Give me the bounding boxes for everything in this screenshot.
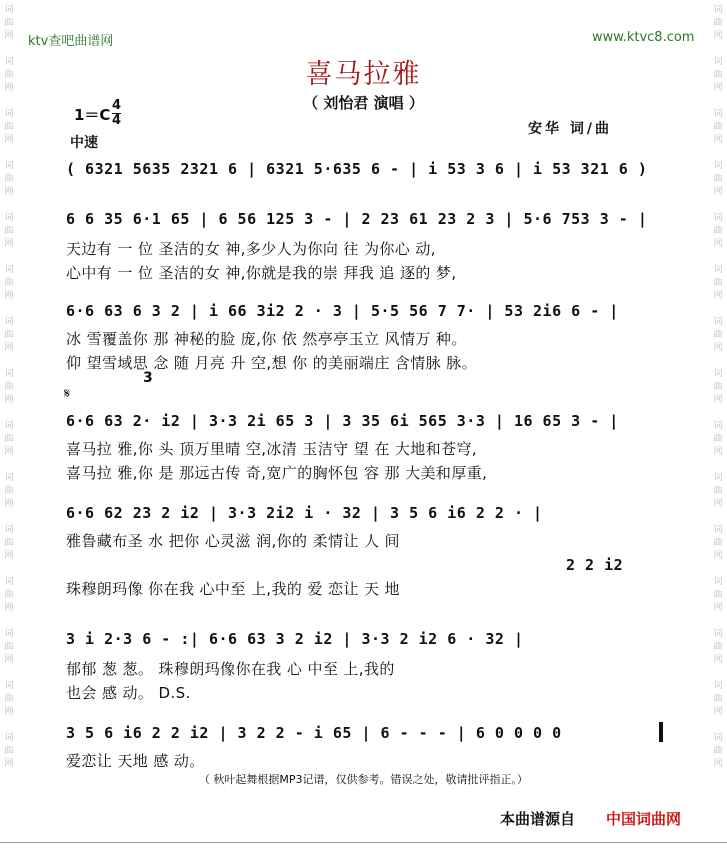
time-signature: [112, 100, 121, 127]
site-watermark-right: www.ktvc8.com: [592, 30, 695, 45]
notation-row-3: 6·6 63 2· i2 | 3·3 2i 65 3 | 3 35 6i 565 3·3 | 16 65 3 - |: [66, 412, 619, 430]
lyric-row-2-verse1: 冰 雪覆盖你 那 神秘的脸 庞,你 依 然亭亭玉立 风情万 种。: [66, 330, 467, 348]
source-label: 本曲谱源自: [500, 810, 576, 828]
singer-line: （ 刘怡君 演唱 ）: [303, 94, 424, 112]
lyric-row-5-verse2: 也会 感 动。 D.S.: [66, 684, 191, 702]
time-signature-bottom: 4: [112, 113, 122, 128]
footer-note: （ 秋叶起舞根据MP3记谱，仅供参考。错误之处，敬请批评指正。）: [198, 773, 529, 786]
lyric-row-6: 爱恋让 天地 感 动。: [66, 752, 205, 770]
grace-note: 3: [143, 370, 153, 386]
segno-sign: 𝄋: [64, 386, 71, 402]
credit-line: 安华 词/曲: [528, 121, 612, 137]
lyric-row-3-verse2: 喜马拉 雅,你 是 那远古传 奇,宽广的胸怀包 容 那 大美和厚重,: [66, 464, 488, 482]
side-watermark-right: 词 曲 网 词 曲 网 词 曲 网 词 曲 网 词 曲 网 词 曲 网 词 曲 网 词 曲 网 词 曲 网 词 曲 网 词 曲 网 词 曲 网 词 曲 网 词 曲 网 词 曲 网: [713, 5, 723, 769]
lyric-row-4-verse1: 雅鲁藏布圣 水 把你 心灵滋 润,你的 柔情让 人 间: [66, 532, 400, 550]
notation-row-2: 6·6 63 6 3 2 | i 66 3i2 2 · 3 | 5·5 56 7 7· | 53 2i6 6 - |: [66, 302, 619, 320]
tempo-marking: 中速: [70, 135, 98, 151]
final-barline: [659, 722, 663, 742]
notation-row-5: 3 i 2·3 6 - :| 6·6 63 3 2 i2 | 3·3 2 i2 6 · 32 |: [66, 630, 524, 648]
notation-row-1: 6 6 35 6·1 65 | 6 56 125 3 - | 2 23 61 23 2 3 | 5·6 753 3 - |: [66, 210, 648, 228]
lyric-row-3-verse1: 喜马拉 雅,你 头 顶万里晴 空,冰清 玉洁守 望 在 大地和苍穹,: [66, 440, 478, 458]
side-watermark-left: 词 曲 网 词 曲 网 词 曲 网 词 曲 网 词 曲 网 词 曲 网 词 曲 网 词 曲 网 词 曲 网 词 曲 网 词 曲 网 词 曲 网 词 曲 网 词 曲 网 词 曲 网: [4, 5, 14, 769]
song-title: 喜马拉雅: [305, 59, 422, 90]
time-signature-top: 4: [112, 98, 122, 113]
notation-row-4-alt: 2 2 i2: [566, 556, 624, 574]
key-signature: 1＝C: [74, 106, 111, 124]
lyric-row-1-verse2: 心中有 一 位 圣洁的女 神,你就是我的崇 拜我 追 逐的 梦,: [66, 264, 457, 282]
notation-row-6: 3 5 6 i6 2 2 i2 | 3 2 2 - i 65 | 6 - - - | 6 0 0 0 0: [66, 724, 562, 742]
notation-row-4: 6·6 62 23 2 i2 | 3·3 2i2 i · 32 | 3 5 6 i6 2 2 · |: [66, 504, 543, 522]
bottom-divider: [0, 842, 727, 843]
lyric-row-4-verse2: 珠穆朗玛像 你在我 心中至 上,我的 爱 恋让 天 地: [66, 580, 400, 598]
lyric-row-5-verse1: 郁郁 葱 葱。 珠穆朗玛像你在我 心 中至 上,我的: [66, 660, 395, 678]
source-link[interactable]: 中国词曲网: [606, 810, 682, 828]
notation-row-intro: ( 6321 5635 2321 6 | 6321 5·635 6 - | i 53 3 6 | i 53 321 6 ): [66, 160, 648, 178]
lyric-row-1-verse1: 天边有 一 位 圣洁的女 神,多少人为你向 往 为你心 动,: [66, 240, 436, 258]
lyric-row-2-verse2: 仰 望雪域思 念 随 月亮 升 空,想 你 的美丽端庄 含情脉 脉。: [66, 354, 478, 372]
site-watermark-left: ktv查吧曲谱网: [28, 34, 114, 49]
